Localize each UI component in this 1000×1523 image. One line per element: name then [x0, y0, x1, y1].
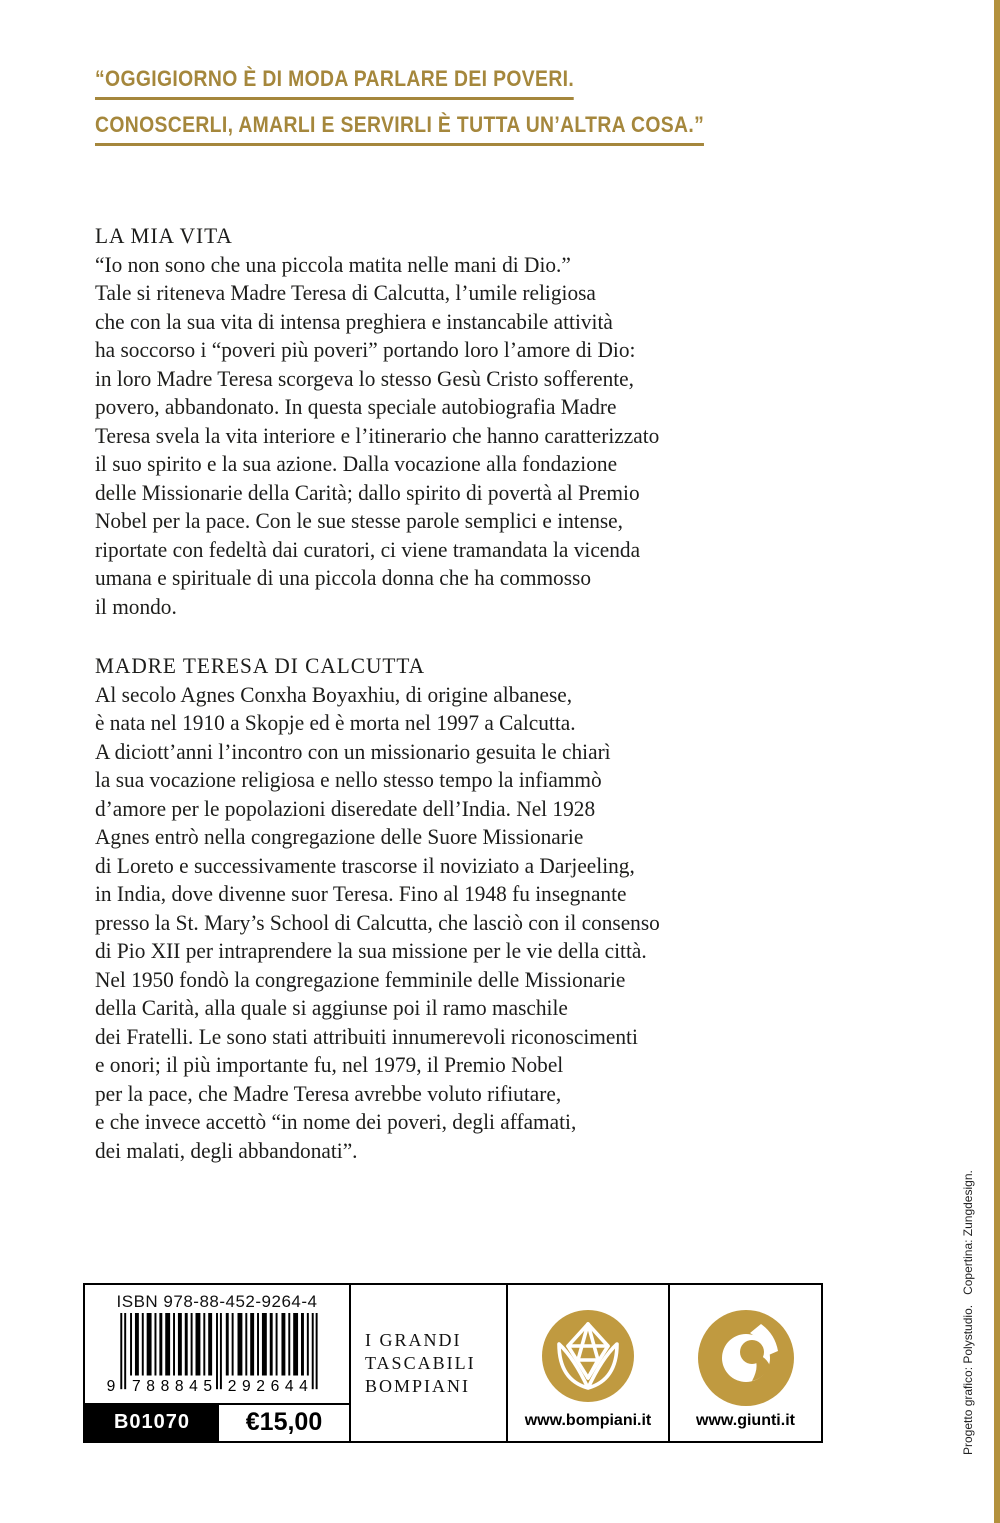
body-line: A diciott’anni l’incontro con un missionario gesuita le chiarì	[95, 738, 611, 764]
body-line: il mondo.	[95, 593, 177, 619]
body-line: Nel 1950 fondò la congregazione femminile delle Missionarie	[95, 966, 626, 992]
body-line: ha soccorso i “poveri più poveri” portando loro l’amore di Dio:	[95, 337, 636, 362]
section-heading: MADRE TERESA DI CALCUTTA	[95, 653, 426, 678]
body-line: “Io non sono che una piccola matita nelle mani di Dio.”	[95, 251, 571, 277]
barcode-digit-first: 9	[106, 1378, 116, 1396]
spine-accent-stripe	[994, 0, 1000, 1523]
price-label: €15,00	[245, 1408, 323, 1437]
edition-code-badge: B01070	[85, 1405, 219, 1441]
body-line: dei Fratelli. Le sono stati attribuiti innumerevoli riconoscimenti	[95, 1023, 638, 1049]
body-line: Nobel per la pace. Con le sue stesse parole semplici e intense,	[95, 508, 623, 533]
pull-quote-line: “OGGIGIORNO È DI MODA PARLARE DEI POVERI.	[95, 66, 574, 100]
body-line: di Pio XII per intraprendere la sua missione per le vie della città.	[95, 938, 647, 963]
body-line: in loro Madre Teresa scorgeva lo stesso Gesù Cristo sofferente,	[95, 365, 635, 391]
body-line: Tale si riteneva Madre Teresa di Calcutta, l’umile religiosa	[95, 280, 596, 305]
ean-barcode-icon	[102, 1313, 332, 1403]
body-line: delle Missionarie della Carità; dallo spirito di povertà al Premio	[95, 479, 640, 505]
body-line: Al secolo Agnes Conxha Boyaxhiu, di origine albanese,	[95, 681, 573, 707]
body-line: dei malati, degli abbandonati”.	[95, 1137, 358, 1163]
section-madre-teresa	[95, 652, 660, 1165]
imprint-block	[349, 1285, 506, 1441]
body-line: d’amore per le popolazioni diseredate dell’India. Nel 1928	[95, 795, 596, 821]
body-line: Teresa svela la vita interiore e l’itinerario che hanno caratterizzato	[95, 422, 660, 448]
giunti-url: www.giunti.it	[696, 1412, 795, 1429]
body-line: e onori; il più importante fu, nel 1979, il Premio Nobel	[95, 1052, 564, 1077]
section-la-mia-vita	[95, 222, 659, 621]
giunti-swirl-icon	[698, 1310, 794, 1406]
section-heading: LA MIA VITA	[95, 223, 233, 248]
bompiani-flower-icon	[542, 1310, 634, 1402]
body-line: umana e spirituale di una piccola donna che ha commosso	[95, 565, 592, 590]
barcode-digits-left: 788845	[132, 1378, 213, 1396]
publisher-footer	[83, 1283, 823, 1443]
body-line: Agnes entrò nella congregazione delle Suore Missionarie	[95, 824, 584, 849]
body-line: della Carità, alla quale si aggiunse poi il ramo maschile	[95, 995, 568, 1020]
isbn-label: ISBN 978-88-452-9264-4	[116, 1292, 318, 1311]
body-line: in India, dove divenne suor Teresa. Fino al 1948 fu insegnante	[95, 881, 627, 906]
body-line: che con la sua vita di intensa preghiera e instancabile attività	[95, 308, 613, 334]
barcode-digits-right: 292644	[227, 1378, 308, 1396]
pull-quote	[95, 66, 787, 158]
imprint-line: TASCABILI	[365, 1352, 476, 1373]
bompiani-block	[506, 1285, 668, 1441]
price-row	[85, 1403, 349, 1441]
imprint-line: BOMPIANI	[365, 1375, 471, 1396]
body-line: il suo spirito e la sua azione. Dalla vocazione alla fondazione	[95, 451, 618, 476]
body-line: presso la St. Mary’s School di Calcutta, che lasciò con il consenso	[95, 909, 660, 935]
body-line: riportate con fedeltà dai curatori, ci viene tramandata la vicenda	[95, 536, 641, 562]
body-line: la sua vocazione religiosa e nello stesso tempo la infiammò	[95, 767, 602, 792]
body-line: per la pace, che Madre Teresa avrebbe voluto rifiutare,	[95, 1080, 562, 1106]
body-line: di Loreto e successivamente trascorse il noviziato a Darjeeling,	[95, 852, 635, 878]
body-line: è nata nel 1910 a Skopje ed è morta nel 1997 a Calcutta.	[95, 710, 576, 735]
body-line: e che invece accettò “in nome dei poveri, degli affamati,	[95, 1109, 577, 1134]
pull-quote-line: CONOSCERLI, AMARLI E SERVIRLI È TUTTA UN’ALTRA COSA.”	[95, 112, 704, 146]
design-credits: Progetto grafico: Polystudio. Copertina: Zungdesign.	[961, 1170, 975, 1455]
bompiani-url: www.bompiani.it	[524, 1412, 652, 1429]
imprint-line: I GRANDI	[365, 1329, 462, 1350]
body-line: povero, abbandonato. In questa speciale autobiografia Madre	[95, 394, 617, 419]
giunti-block	[668, 1285, 821, 1441]
barcode-block	[85, 1285, 349, 1441]
